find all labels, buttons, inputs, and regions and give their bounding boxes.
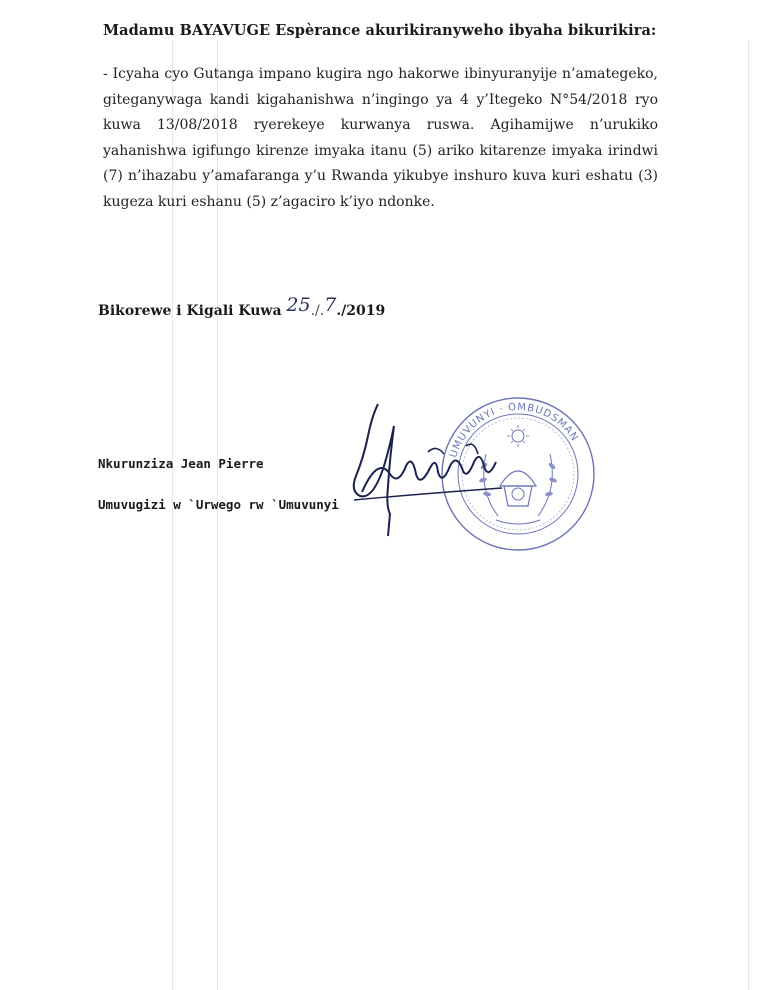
signer-title: Umuvugizi w `Urwego rw `Umuvunyi bbox=[98, 497, 339, 512]
section-heading: Madamu BAYAVUGE Espèrance akurikiranyweho ibyaha bikurikira: bbox=[103, 22, 657, 39]
handwritten-month: 7 bbox=[324, 294, 337, 316]
svg-text:UMUVUNYI · OMBUDSMAN: UMUVUNYI · OMBUDSMAN bbox=[448, 401, 581, 460]
date-year: ./2019 bbox=[336, 303, 386, 319]
signer-name: Nkurunziza Jean Pierre bbox=[98, 456, 264, 471]
handwritten-day: 25 bbox=[286, 294, 311, 316]
handwritten-signature bbox=[338, 396, 508, 541]
date-line bbox=[98, 294, 386, 320]
date-prefix: Bikorewe i Kigali Kuwa bbox=[98, 303, 287, 319]
offence-paragraph: - Icyaha cyo Gutanga impano kugira ngo hakorwe ibinyuranyije n’amategeko, giteganywaga kandi kigahanishwa n’ingingo ya 4 y’Itegeko N°54/2018 ryo kuwa 13/08/2018 ryerekeye kurwanya ruswa. Agihamijwe n’urukiko yahanishwa igifungo kirenze imyaka itanu (5) ariko kitarenze imyaka irindwi (7) n’ihazabu y’amafaranga y’u Rwanda yikubye inshuro kuva kuri eshatu (3) kugeza kuri eshanu (5) z’agaciro k’iyo ndonke. bbox=[103, 66, 658, 210]
scan-line bbox=[748, 40, 749, 990]
date-separator: ./. bbox=[310, 303, 325, 319]
